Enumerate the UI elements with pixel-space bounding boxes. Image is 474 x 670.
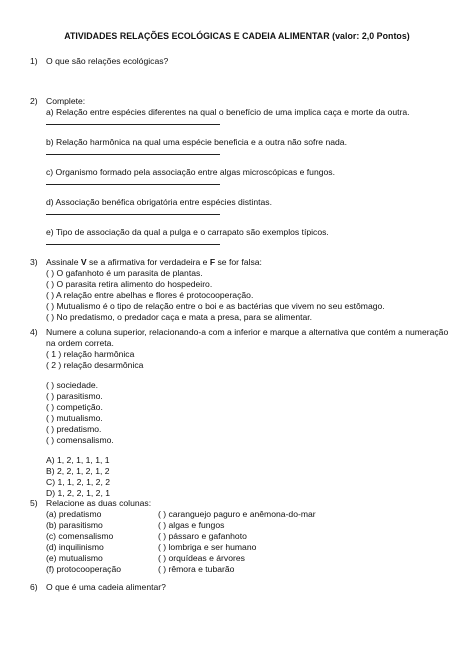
true-false-item[interactable]: ( ) O gafanhoto é um parasita de plantas. — [46, 268, 203, 278]
question-intro: Relacione as duas colunas: — [46, 498, 152, 508]
numbering-item[interactable]: ( ) comensalismo. — [46, 435, 114, 445]
true-false-item[interactable]: ( ) No predatismo, o predador caça e mata a presa, para se alimentar. — [46, 312, 313, 322]
true-false-item[interactable]: ( ) A relação entre abelhas e flores é protocooperação. — [46, 290, 254, 300]
match-left-item: (f) protocooperação — [46, 564, 121, 574]
complete-item-d: d) Associação benéfica obrigatória entre espécies distintas. — [46, 197, 272, 207]
answer-blank[interactable] — [46, 238, 220, 245]
answer-blank[interactable] — [46, 178, 220, 185]
complete-item-b: b) Relação harmônica na qual uma espécie beneficia e a outra não sofre nada. — [46, 137, 347, 147]
match-left-item: (d) inquilinismo — [46, 542, 104, 552]
complete-item-c: c) Organismo formado pela associação entre algas microscópicas e fungos. — [46, 167, 335, 177]
answer-blank[interactable] — [46, 208, 220, 215]
numbering-item[interactable]: ( ) sociedade. — [46, 380, 99, 390]
question-intro: Numere a coluna superior, relacionando-a com a inferior e marque a alternativa que contém a numeração na ordem correta. — [46, 327, 449, 348]
question-number: 4) — [30, 327, 38, 337]
answer-option-c[interactable]: C) 1, 1, 2, 1, 2, 2 — [46, 477, 111, 487]
question-number: 6) — [30, 582, 38, 592]
answer-blank[interactable] — [46, 148, 220, 155]
match-row — [46, 520, 451, 531]
answer-option-a[interactable]: A) 1, 2, 1, 1, 1, 1 — [46, 455, 110, 465]
question-text: O que são relações ecológicas? — [46, 56, 169, 66]
complete-item-a: a) Relação entre espécies diferentes na qual o benefício de uma implica caça e morte da outra. — [46, 107, 410, 117]
match-row — [46, 509, 451, 520]
match-row — [46, 531, 451, 542]
match-right-item[interactable]: ( ) caranguejo paguro e anêmona-do-mar — [158, 509, 316, 519]
question-intro: Assinale V se a afirmativa for verdadeira e F se for falsa: — [46, 257, 262, 267]
true-false-item[interactable]: ( ) O parasita retira alimento do hospedeiro. — [46, 279, 213, 289]
match-right-item[interactable]: ( ) lombriga e ser humano — [158, 542, 257, 552]
match-right-item[interactable]: ( ) algas e fungos — [158, 520, 225, 530]
complete-item-e: e) Tipo de associação da qual a pulga e o carrapato são exemplos típicos. — [46, 227, 329, 237]
match-right-item[interactable]: ( ) rêmora e tubarão — [158, 564, 235, 574]
question-text: O que é uma cadeia alimentar? — [46, 582, 166, 592]
question-number: 2) — [30, 96, 38, 106]
answer-option-b[interactable]: B) 2, 2, 1, 2, 1, 2 — [46, 466, 110, 476]
match-left-item: (a) predatismo — [46, 509, 102, 519]
question-number: 3) — [30, 257, 38, 267]
numbering-item[interactable]: ( ) competição. — [46, 402, 103, 412]
answer-blank[interactable] — [46, 118, 220, 125]
question-number: 1) — [30, 56, 38, 66]
answer-option-d[interactable]: D) 1, 2, 2, 1, 2, 1 — [46, 488, 111, 498]
match-right-item[interactable]: ( ) orquídeas e árvores — [158, 553, 245, 563]
match-right-item[interactable]: ( ) pássaro e gafanhoto — [158, 531, 247, 541]
match-left-item: (b) parasitismo — [46, 520, 103, 530]
question-number: 5) — [30, 498, 38, 508]
match-row — [46, 542, 451, 553]
worksheet-title: ATIVIDADES RELAÇÕES ECOLÓGICAS E CADEIA ALIMENTAR (valor: 2,0 Pontos) — [64, 31, 410, 41]
key-harmonic: ( 1 ) relação harmônica — [46, 349, 135, 359]
match-row — [46, 564, 451, 575]
match-row — [46, 553, 451, 564]
question-intro: Complete: — [46, 96, 86, 106]
match-left-item: (e) mutualismo — [46, 553, 103, 563]
numbering-item[interactable]: ( ) parasitismo. — [46, 391, 103, 401]
key-disharmonic: ( 2 ) relação desarmônica — [46, 360, 144, 370]
match-left-item: (c) comensalismo — [46, 531, 114, 541]
numbering-item[interactable]: ( ) predatismo. — [46, 424, 102, 434]
true-false-item[interactable]: ( ) Mutualismo é o tipo de relação entre o boi e as bactérias que vivem no seu estômago. — [46, 301, 385, 311]
numbering-item[interactable]: ( ) mutualismo. — [46, 413, 103, 423]
